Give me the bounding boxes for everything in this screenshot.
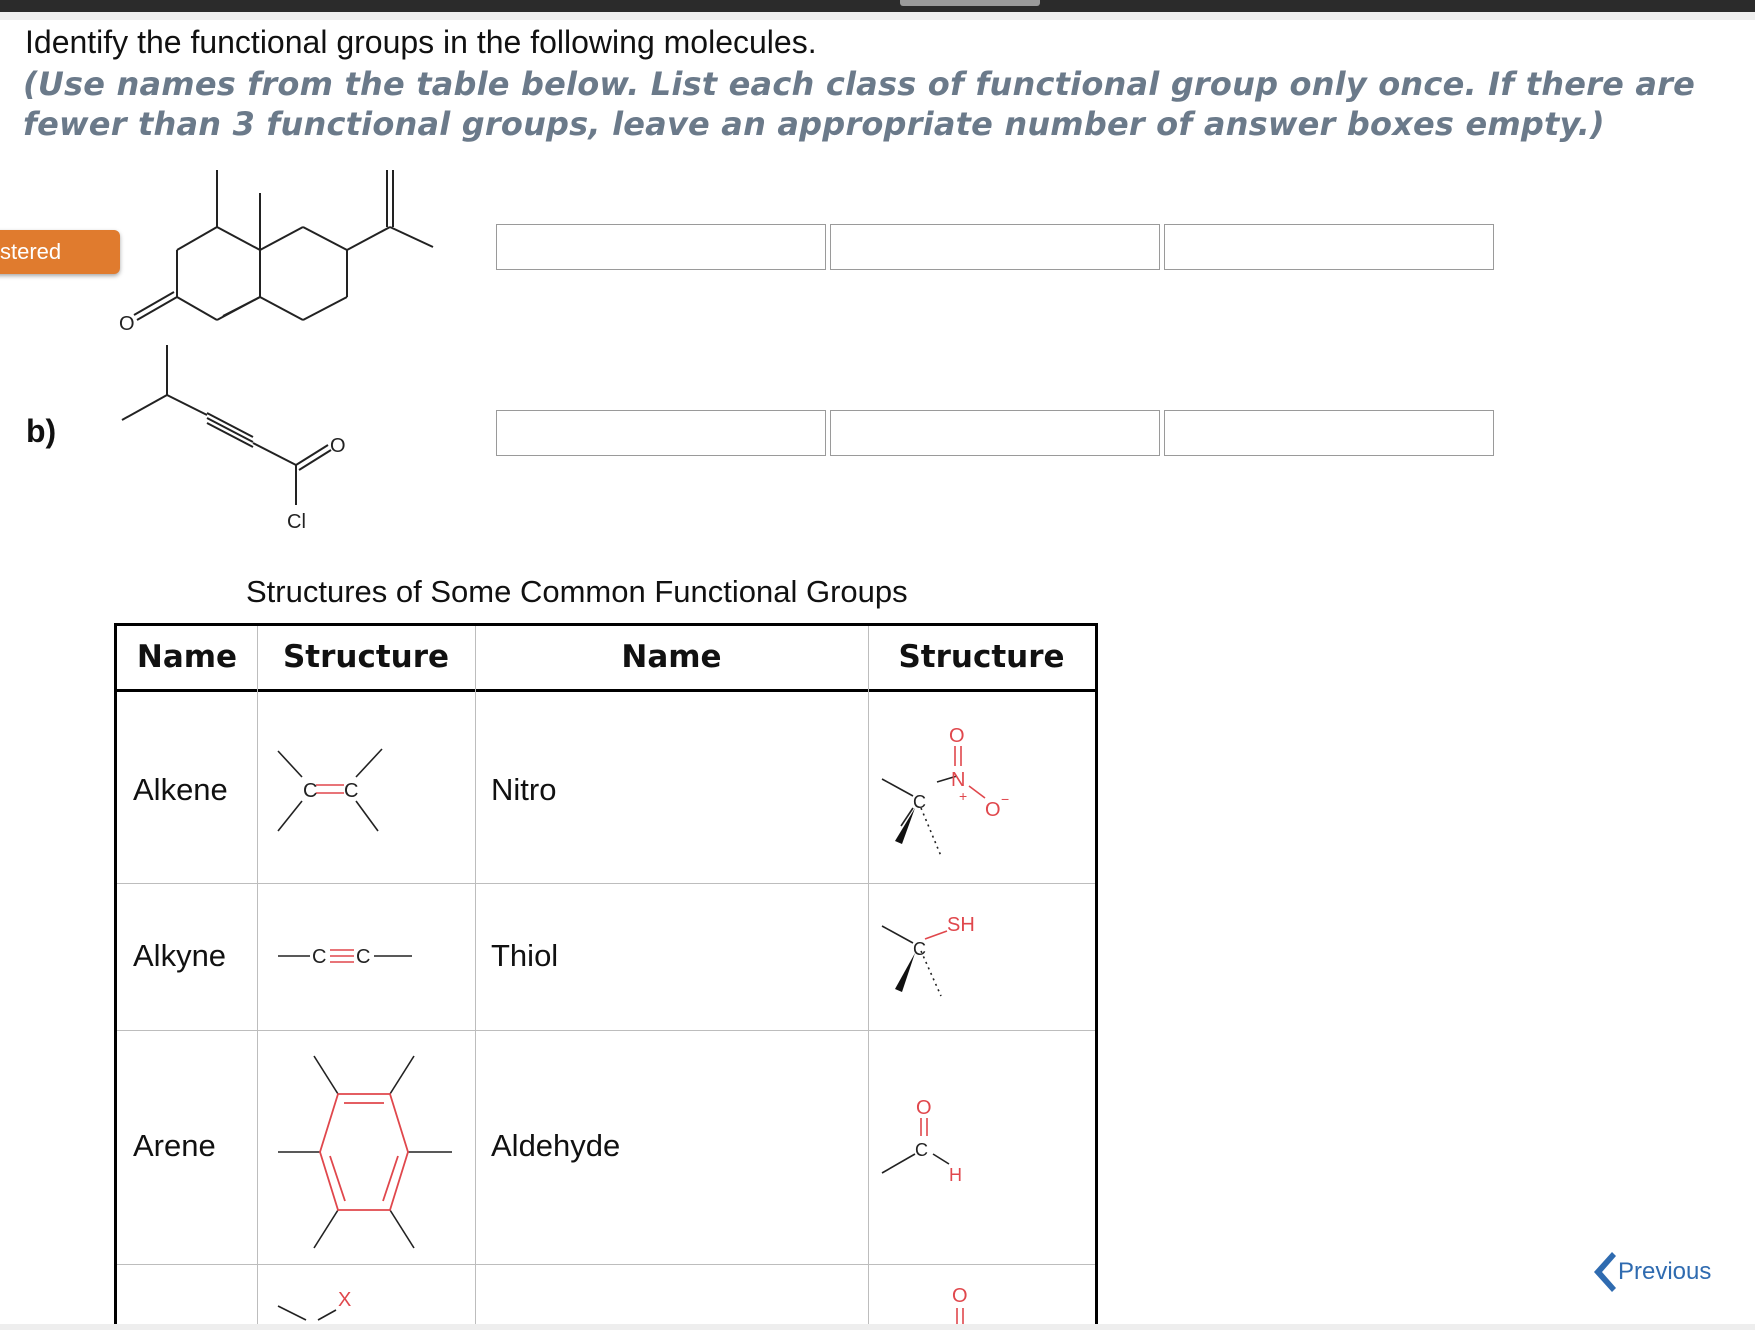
table-row-name: Alkyne [133, 938, 227, 973]
aldehyde-structure [877, 1086, 1087, 1206]
table-header: Name [136, 639, 238, 675]
previous-label: Previous [1618, 1258, 1712, 1285]
table-row-name: Alkene [133, 772, 228, 807]
column-divider [475, 626, 476, 1330]
top-bar [0, 0, 1755, 12]
table-row-name: Aldehyde [491, 1128, 621, 1163]
answer-box-b1[interactable] [496, 410, 826, 456]
table-header: Name [621, 639, 722, 675]
side-tab[interactable]: stered [0, 230, 120, 274]
molecule-b [115, 340, 365, 535]
atom-label: O [119, 313, 135, 335]
table-row-name: Nitro [491, 772, 557, 807]
answer-box-a2[interactable] [830, 224, 1160, 270]
answer-box-a3[interactable] [1164, 224, 1494, 270]
chevron-left-icon [1590, 1250, 1616, 1294]
table-row-name: Arene [133, 1128, 216, 1163]
header-divider [117, 689, 1095, 692]
atom-label: O [985, 799, 1001, 821]
carbonyl-structure-partial [877, 1276, 1087, 1330]
molecule-a [115, 165, 455, 340]
atom-label: Cl [287, 511, 306, 533]
atom-label: C [356, 946, 371, 968]
atom-label: C [344, 780, 359, 802]
atom-label: C [312, 946, 327, 968]
atom-label: O [952, 1285, 968, 1307]
atom-label: + [959, 788, 968, 804]
atom-label: X [338, 1289, 352, 1311]
references-tab[interactable] [900, 0, 1040, 6]
arene-structure [262, 1051, 470, 1251]
answer-box-b3[interactable] [1164, 410, 1494, 456]
answer-box-b2[interactable] [830, 410, 1160, 456]
functional-groups-table [114, 623, 1098, 1330]
atom-label: SH [947, 914, 975, 936]
row-divider [117, 1264, 1095, 1265]
alkyne-structure [262, 926, 470, 986]
alkene-structure [262, 741, 470, 841]
row-divider [117, 1030, 1095, 1031]
thiol-structure [877, 901, 1087, 1021]
atom-label: C [913, 792, 926, 812]
row-divider [117, 883, 1095, 884]
haloalkane-structure-partial [262, 1276, 470, 1330]
question-instructions: (Use names from the table below. List each class of functional group only once. If there are fewer than 3 functional groups, leave an appropriate number of answer boxes empty.) [23, 65, 1696, 143]
question-title: Identify the functional groups in the following molecules. [25, 24, 817, 60]
atom-label: H [949, 1165, 962, 1185]
atom-label: O [330, 435, 346, 457]
atom-label: O [916, 1097, 932, 1119]
table-header: Structure [898, 639, 1065, 675]
column-divider [257, 626, 258, 1330]
atom-label: C [303, 780, 318, 802]
column-divider [868, 626, 869, 1330]
atom-label: O [949, 726, 965, 747]
answer-box-a1[interactable] [496, 224, 826, 270]
table-title: Structures of Some Common Functional Groups [246, 574, 908, 609]
table-row-name: Thiol [491, 938, 559, 973]
atom-label: C [913, 939, 926, 959]
top-bar-gap [0, 12, 1755, 20]
previous-button[interactable] [1590, 1250, 1711, 1294]
table-header: Structure [282, 639, 450, 675]
bottom-edge [0, 1324, 1755, 1330]
part-b-label: b) [26, 413, 57, 449]
atom-label: − [1001, 791, 1010, 807]
nitro-structure [877, 726, 1087, 876]
atom-label: N [951, 769, 966, 791]
atom-label: C [915, 1140, 928, 1160]
